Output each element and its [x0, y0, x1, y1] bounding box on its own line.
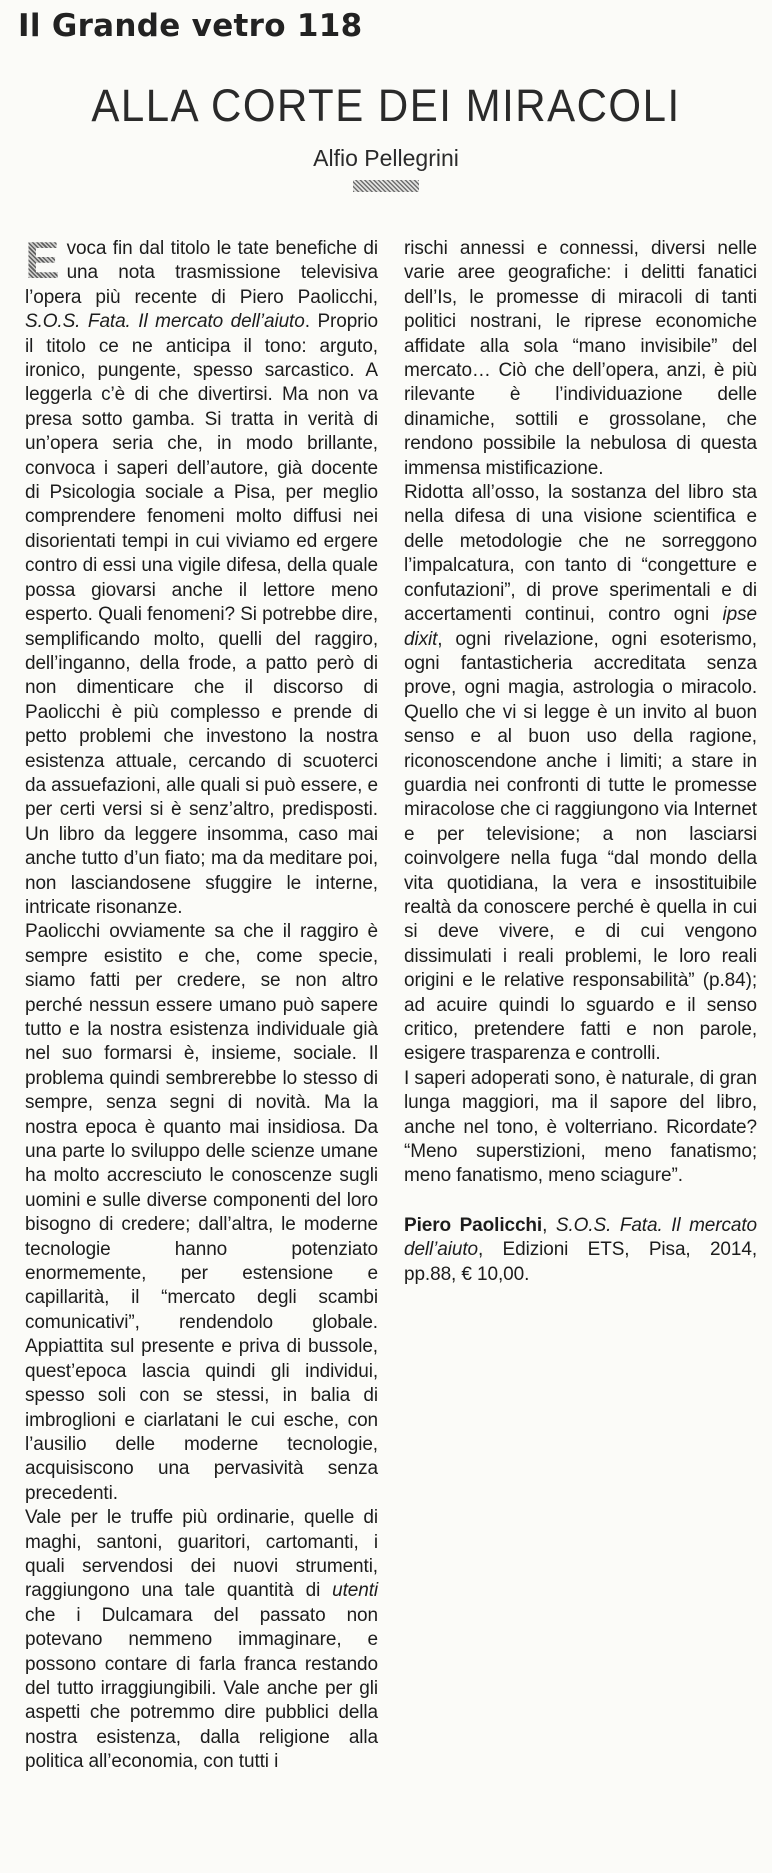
- text-run: . Proprio il titolo ce ne anticipa il tono: arguto, ironico, pungente, spesso sarcastico. A leggerla c’è di che divertirsi. Ma non va presa sotto gamba. Si tratta in verità di un’opera seria che, in modo brillante, convoca i saperi dell’autore, già docente di Psicologia sociale a Pisa, per meglio comprendere fenomeni molto diffusi nei disorientati tempi in cui viviamo ed ergere contro di essi una vigile difesa, della quale possa giovarsi anche il lettore meno esperto. Quali fenomeni? Si potrebbe dire, semplificando molto, quelli del raggiro, dell’inganno, della frode, a patto però di non dimenticare che il discorso di Paolicchi è più complesso e prende di petto problemi che investono la nostra esistenza attuale, cercando di scuoterci da assuefazioni, alle quali si può essere, e per certi versi si è senz’altro, predisposti. Un libro da leggere insomma, caso mai anche tutto d’un fiato; ma da meditare poi, non lasciandosene sfuggire le interne, intricate risonanze.: [25, 311, 378, 918]
- text-run: ,: [542, 1214, 556, 1236]
- masthead: Il Grande vetro 118: [18, 8, 363, 44]
- article-column-right: [404, 237, 757, 1775]
- text-run: , ogni rivelazione, ogni esoterismo, ogni fantasticheria accreditata senza prove, ogni magia, astrologia o miracolo. Quello che vi si legge è un invito al buon senso e al buon uso della ragione, riconoscendone anche i limiti; a stare in guardia nei confronti di tutte le promesse miracolose che ci raggiungono via Internet e per televisione; a non lasciarsi coinvolgere nella fuga “dal mondo della vita quotidiana, la vera e insostituibile realtà da conoscere perché è quella in cui si deve vivere, e di cui vengono dissimulati i reali problemi, le loro reali origini e le relative responsabilità” (p.84); ad acuire quindi lo sguardo e il senso critico, pretendere fatti e non parole, esigere trasparenza e controlli.: [404, 628, 757, 1065]
- article-paragraph: [25, 1506, 378, 1774]
- ornament-divider: [353, 180, 419, 192]
- article-paragraph: [404, 237, 757, 481]
- article-paragraph: [25, 920, 378, 1506]
- text-run: rischi annessi e connessi, diversi nelle varie aree geografiche: i delitti fanatici dell’Is, le promesse di miracoli di tanti politici nostrani, le riprese economiche affidate alla sola “mano invisibile” del mercato… Ciò che dell’opera, anzi, è più rilevante è l’individuazione delle dinamiche, sottili e grossolane, che rendono possibile la nebulosa di questa immensa mistificazione.: [404, 238, 757, 479]
- article-body: [25, 232, 758, 1775]
- drop-cap: E: [25, 237, 67, 284]
- text-run: Piero Paolicchi: [404, 1214, 543, 1236]
- text-run: voca fin dal titolo le tate benefiche di una nota trasmissione televisiva l’opera più recente di Piero Paolicchi,: [25, 238, 378, 308]
- text-run: Vale per le truffe più ordinarie, quelle di maghi, santoni, guaritori, cartomanti, i quali servendosi dei nuovi strumenti, raggiungono una tale quantità di: [25, 1507, 378, 1602]
- text-run: S.O.S. Fata. Il mercato dell’aiuto: [404, 1214, 758, 1261]
- book-citation: [404, 1214, 757, 1287]
- text-run: S.O.S. Fata. Il mercato dell’aiuto: [25, 311, 305, 333]
- text-run: I saperi adoperati sono, è naturale, di gran lunga maggiori, ma il sapore del libro, anche nel tono, è volterriano. Ricordate? “Meno superstizioni, meno fanatismo; meno fanatismo, meno sciagure”.: [404, 1067, 757, 1187]
- article-paragraph: [404, 1067, 757, 1189]
- text-run: ipse dixit: [404, 604, 757, 650]
- text-run: Paolicchi ovviamente sa che il raggiro è sempre esistito e che, come specie, siamo fatti per credere, se non altro perché nessun essere umano può sapere tutto e la nostra esistenza individuale già nel suo formarsi è, insieme, sociale. Il problema quindi sembrerebbe lo stesso di sempre, senza segni di novità. Ma la nostra epoca è quanto mai insidiosa. Da una parte lo sviluppo delle scienze umane ha molto accresciuto le conoscenze sugli uomini e sulle diverse componenti del loro bisogno di credere; dall’altra, le moderne tecnologie hanno potenziato enormemente, per estensione e capillarità, il “mercato degli scambi comunicativi”, rendendolo globale. Appiattita sul presente e priva di bussole, quest’epoca lascia quindi gli individui, spesso soli con se stessi, in balia di imbroglioni e ciarlatani le cui esche, con l’ausilio delle moderne tecnologie, acquisiscono una pervasività senza precedenti.: [25, 921, 378, 1504]
- article-paragraph: [25, 232, 378, 920]
- article-paragraph: [404, 481, 757, 1067]
- article-column-left: [25, 232, 378, 1775]
- article-title: ALLA CORTE DEI MIRACOLI: [91, 80, 681, 131]
- text-run: Ridotta all’osso, la sostanza del libro sta nella difesa di una visione scientifica e delle metodologie che ne sorreggono l’impalcatura, con tanto di “congetture e confutazioni”, di prove sperimentali e di accertamenti continui, contro ogni: [404, 482, 757, 626]
- text-run: utenti: [332, 1580, 378, 1602]
- text-run: , Edizioni ETS, Pisa, 2014, pp.88, € 10,00.: [404, 1239, 757, 1285]
- article-author: Alfio Pellegrini: [313, 145, 459, 171]
- text-run: che i Dulcamara del passato non potevano nemmeno immaginare, e possono contare di farla franca restando del tutto irraggiungibili. Vale anche per gli aspetti che potremmo dire pubblici della nostra esistenza, dalla religione alla politica all’economia, con tutti i: [25, 1604, 378, 1773]
